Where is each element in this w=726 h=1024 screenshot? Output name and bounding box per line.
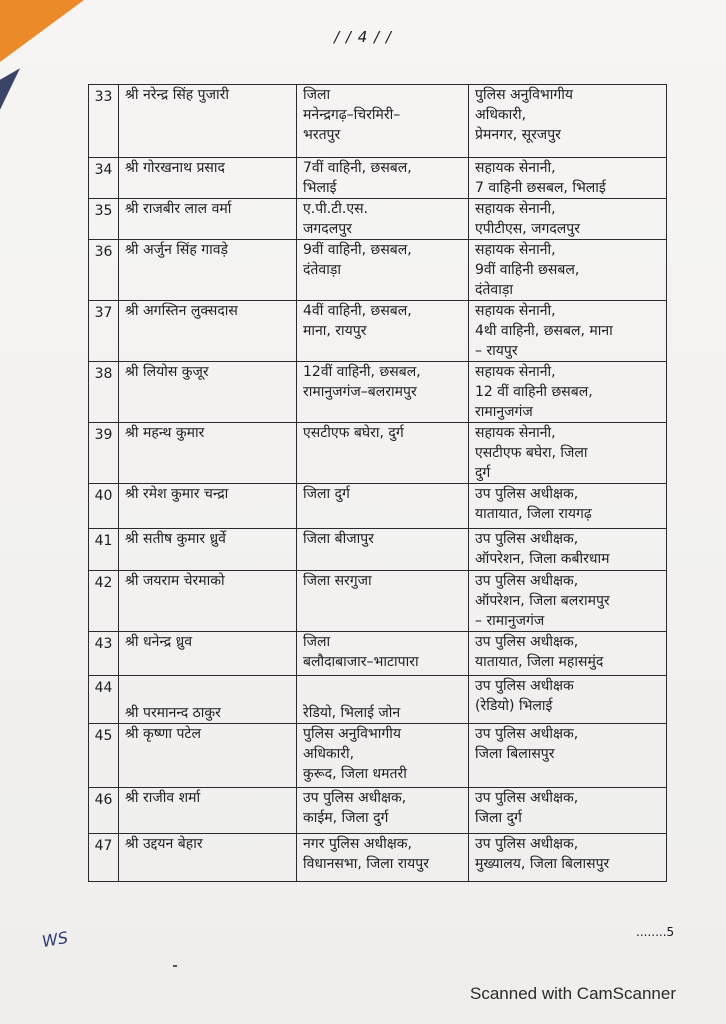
new-posting-line: सहायक सेनानी, <box>475 425 556 441</box>
new-posting-line: सहायक सेनानी, <box>475 303 556 319</box>
current-posting-line: भरतपुर <box>303 127 341 143</box>
new-posting-line: 4थी वाहिनी, छसबल, माना <box>475 323 613 339</box>
serial-number: 46 <box>89 788 119 834</box>
table-body <box>89 85 667 882</box>
current-posting <box>297 788 469 834</box>
new-posting <box>469 724 667 788</box>
officer-name: श्री उद्दयन बेहार <box>119 834 297 882</box>
serial-number: 40 <box>89 484 119 529</box>
new-posting <box>469 834 667 882</box>
new-posting-line: (रेडियो) भिलाई <box>475 698 553 714</box>
current-posting-line: जगदलपुर <box>303 221 352 237</box>
new-posting-line: रामानुजगंज <box>475 404 533 420</box>
current-posting <box>297 240 469 301</box>
serial-number: 35 <box>89 199 119 240</box>
new-posting-line: सहायक सेनानी, <box>475 201 556 217</box>
current-posting <box>297 85 469 158</box>
current-posting <box>297 834 469 882</box>
officer-name: श्री जयराम चेरमाको <box>119 571 297 632</box>
new-posting <box>469 423 667 484</box>
scanner-watermark: Scanned with CamScanner <box>470 984 677 1003</box>
serial-number: 43 <box>89 632 119 676</box>
table-row <box>89 529 667 571</box>
new-posting <box>469 529 667 571</box>
serial-number: 41 <box>89 529 119 571</box>
officer-name: श्री रमेश कुमार चन्द्रा <box>119 484 297 529</box>
new-posting-line: जिला बिलासपुर <box>475 746 555 762</box>
page-marker: / / 4 / / <box>334 28 392 46</box>
new-posting-line: सहायक सेनानी, <box>475 160 556 176</box>
new-posting-line: सहायक सेनानी, <box>475 364 556 380</box>
current-posting <box>297 724 469 788</box>
current-posting-line: 7वीं वाहिनी, छसबल, <box>303 160 412 176</box>
serial-number: 38 <box>89 362 119 423</box>
new-posting-line: यातायात, जिला महासमुंद <box>475 654 604 670</box>
new-posting-line: उप पुलिस अधीक्षक, <box>475 486 579 502</box>
new-posting <box>469 632 667 676</box>
current-posting-line: दंतेवाड़ा <box>303 262 341 278</box>
table-row <box>89 199 667 240</box>
current-posting-line: 12वीं वाहिनी, छसबल, <box>303 364 421 380</box>
table-row <box>89 571 667 632</box>
current-posting <box>297 484 469 529</box>
new-posting <box>469 240 667 301</box>
table-row <box>89 301 667 362</box>
new-posting <box>469 158 667 199</box>
current-posting-line: मनेन्द्रगढ़–चिरमिरी– <box>303 107 401 123</box>
new-posting-line: यातायात, जिला रायगढ़ <box>475 506 592 522</box>
officer-name: श्री नरेन्द्र सिंह पुजारी <box>119 85 297 158</box>
corner-shadow <box>0 68 20 110</box>
new-posting-line: उप पुलिस अधीक्षक, <box>475 634 579 650</box>
serial-number: 36 <box>89 240 119 301</box>
new-posting-line: – रायपुर <box>475 343 518 359</box>
current-posting-line: रामानुजगंज–बलरामपुर <box>303 384 417 400</box>
table-row <box>89 362 667 423</box>
current-posting-line: पुलिस अनुविभागीय <box>303 726 401 742</box>
current-posting-line: काईम, जिला दुर्ग <box>303 810 389 826</box>
new-posting-line: उप पुलिस अधीक्षक, <box>475 790 579 806</box>
new-posting-line: उप पुलिस अधीक्षक <box>475 678 574 694</box>
table-row <box>89 240 667 301</box>
table-row <box>89 834 667 882</box>
current-posting-line: माना, रायपुर <box>303 323 367 339</box>
new-posting <box>469 571 667 632</box>
current-posting-line: जिला दुर्ग <box>303 486 350 502</box>
new-posting-line: 7 वाहिनी छसबल, भिलाई <box>475 180 606 196</box>
new-posting-line: ऑपरेशन, जिला कबीरधाम <box>475 551 610 567</box>
new-posting <box>469 676 667 724</box>
new-posting-line: – रामानुजगंज <box>475 613 545 629</box>
new-posting-line: 9वीं वाहिनी छसबल, <box>475 262 580 278</box>
current-posting <box>297 632 469 676</box>
table-row <box>89 484 667 529</box>
officer-name: श्री गोरखनाथ प्रसाद <box>119 158 297 199</box>
officer-name: श्री राजीव शर्मा <box>119 788 297 834</box>
new-posting-line: उप पुलिस अधीक्षक, <box>475 531 579 547</box>
current-posting <box>297 362 469 423</box>
current-posting-line: अधिकारी, <box>303 746 355 762</box>
table-row <box>89 423 667 484</box>
current-posting <box>297 571 469 632</box>
new-posting-line: उप पुलिस अधीक्षक, <box>475 573 579 589</box>
current-posting <box>297 529 469 571</box>
new-posting-line: सहायक सेनानी, <box>475 242 556 258</box>
current-posting-line: जिला <box>303 634 331 650</box>
officer-name: श्री अर्जुन सिंह गावड़े <box>119 240 297 301</box>
new-posting-line: जिला दुर्ग <box>475 810 522 826</box>
new-posting-line: प्रेमनगर, सूरजपुर <box>475 127 561 143</box>
current-posting <box>297 199 469 240</box>
new-posting-line: 12 वीं वाहिनी छसबल, <box>475 384 593 400</box>
new-posting <box>469 788 667 834</box>
officer-name: श्री अगस्तिन लुक्सदास <box>119 301 297 362</box>
new-posting <box>469 301 667 362</box>
new-posting <box>469 85 667 158</box>
current-posting <box>297 301 469 362</box>
officer-name: श्री कृष्णा पटेल <box>119 724 297 788</box>
new-posting <box>469 362 667 423</box>
current-posting-line: 9वीं वाहिनी, छसबल, <box>303 242 412 258</box>
serial-number: 42 <box>89 571 119 632</box>
serial-number: 39 <box>89 423 119 484</box>
new-posting-line: उप पुलिस अधीक्षक, <box>475 836 579 852</box>
table-row <box>89 788 667 834</box>
serial-number: 33 <box>89 85 119 158</box>
new-posting-line: एपीटीएस, जगदलपुर <box>475 221 580 237</box>
current-posting <box>297 158 469 199</box>
table-row <box>89 85 667 158</box>
officer-name: श्री सतीष कुमार ध्रुर्वे <box>119 529 297 571</box>
current-posting-line: बलौदाबाजार–भाटापारा <box>303 654 419 670</box>
stray-mark <box>173 965 177 967</box>
officer-name: श्री लियोस कुजूर <box>119 362 297 423</box>
serial-number: 47 <box>89 834 119 882</box>
new-posting-line: मुख्यालय, जिला बिलासपुर <box>475 856 610 872</box>
table-row <box>89 724 667 788</box>
current-posting <box>297 676 469 724</box>
transfer-table <box>88 84 667 882</box>
current-posting-line: 4वीं वाहिनी, छसबल, <box>303 303 412 319</box>
new-posting <box>469 199 667 240</box>
new-posting-line: उप पुलिस अधीक्षक, <box>475 726 579 742</box>
table-row <box>89 632 667 676</box>
handwritten-initials: WS <box>40 927 70 952</box>
officer-name: श्री परमानन्द ठाकुर <box>119 676 297 724</box>
new-posting-line: एसटीएफ बघेरा, जिला <box>475 445 588 461</box>
officer-name: श्री धनेन्द्र ध्रुव <box>119 632 297 676</box>
current-posting-line: भिलाई <box>303 180 337 196</box>
table-row <box>89 676 667 724</box>
current-posting-line: जिला <box>303 87 331 103</box>
current-posting-line: कुरूद, जिला धमतरी <box>303 766 407 782</box>
current-posting-line: जिला बीजापुर <box>303 531 374 547</box>
next-page-marker: ........5 <box>636 925 675 939</box>
new-posting-line: दंतेवाड़ा <box>475 282 513 298</box>
current-posting-line: विधानसभा, जिला रायपुर <box>303 856 429 872</box>
new-posting-line: अधिकारी, <box>475 107 527 123</box>
officer-name: श्री राजबीर लाल वर्मा <box>119 199 297 240</box>
current-posting <box>297 423 469 484</box>
current-posting-line: रेडियो, भिलाई जोन <box>303 705 401 721</box>
new-posting <box>469 484 667 529</box>
current-posting-line: नगर पुलिस अधीक्षक, <box>303 836 412 852</box>
serial-number: 44 <box>89 676 119 724</box>
current-posting-line: ए.पी.टी.एस. <box>303 201 369 217</box>
serial-number: 37 <box>89 301 119 362</box>
officer-name: श्री महन्थ कुमार <box>119 423 297 484</box>
table-row <box>89 158 667 199</box>
serial-number: 34 <box>89 158 119 199</box>
new-posting-line: ऑपरेशन, जिला बलरामपुर <box>475 593 610 609</box>
new-posting-line: पुलिस अनुविभागीय <box>475 87 573 103</box>
serial-number: 45 <box>89 724 119 788</box>
current-posting-line: जिला सरगुजा <box>303 573 372 589</box>
current-posting-line: एसटीएफ बघेरा, दुर्ग <box>303 425 404 441</box>
current-posting-line: उप पुलिस अधीक्षक, <box>303 790 407 806</box>
new-posting-line: दुर्ग <box>475 465 491 481</box>
